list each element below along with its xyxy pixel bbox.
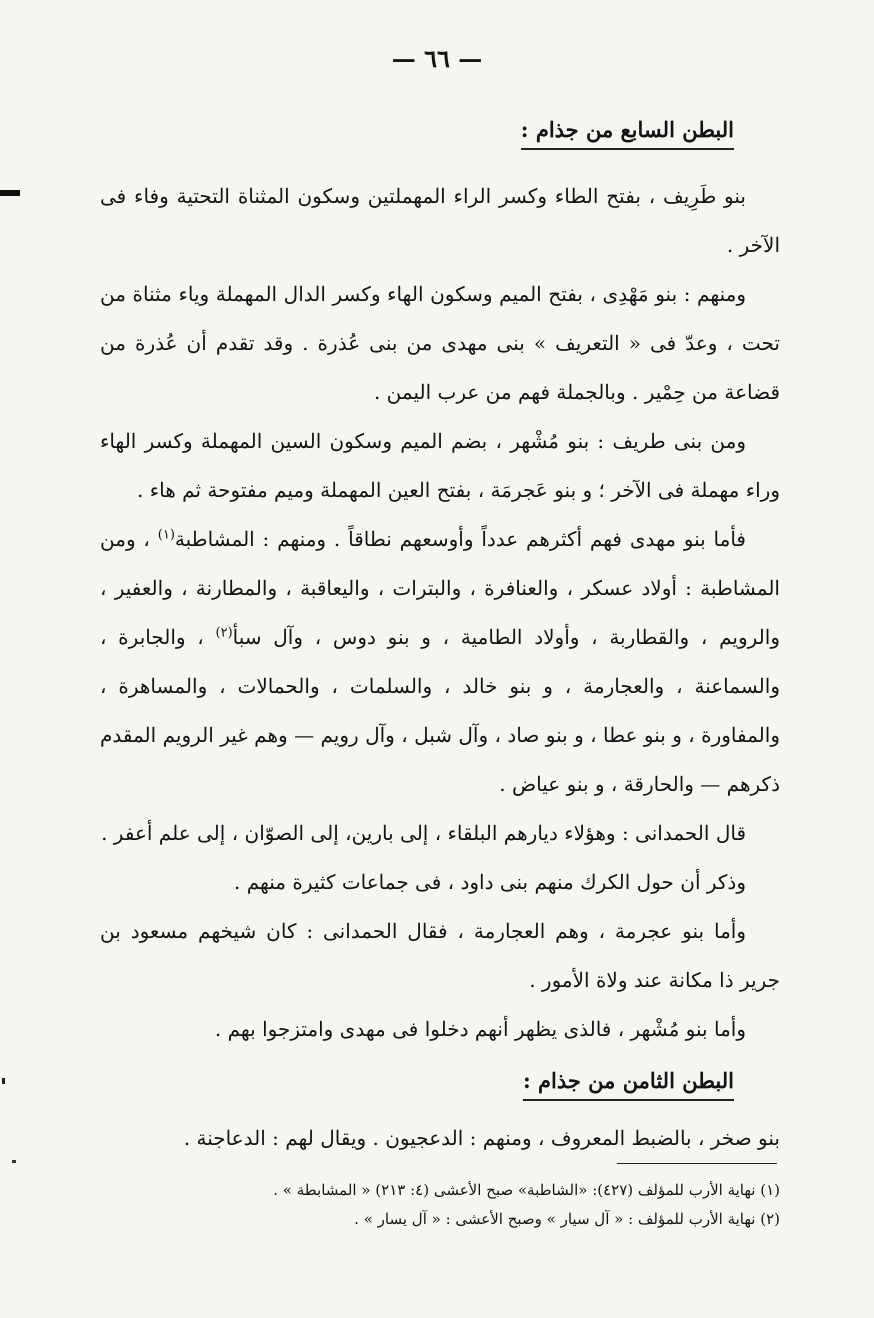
- section-body: [100, 172, 780, 1054]
- paragraph: وأما بنو مُشْهر ، فالذى يظهر أنهم دخلوا فى مهدى وامتزجوا بهم .: [214, 1017, 746, 1041]
- section-heading: البطن السابع من جذام :: [521, 117, 734, 150]
- page-number: — ٦٦ —: [391, 44, 483, 73]
- paragraph: [100, 515, 780, 809]
- paragraph-text: ، والجابرة ، والسماعنة ، والعجارمة ، و بنو خالد ، والسلمات ، والحمالات ، والمساهرة ، والمفاورة ، و بنو عطا ، و بنو صاد ، وآل شبل ، وآل رويم — وهم غير الرويم المقدم ذكرهم — والحارقة ، و بنو عياض .: [100, 625, 780, 796]
- section-body: [100, 1114, 780, 1163]
- paragraph: بنو صخر ، بالضبط المعروف ، ومنهم : الدعجيون . ويقال لهم : الدعاجنة .: [183, 1126, 780, 1150]
- section-heading: البطن الثامن من جذام :: [523, 1068, 734, 1101]
- scan-speck: [2, 1078, 5, 1084]
- footnote-marker: (٢): [215, 625, 233, 641]
- paragraph-text: فأما بنو مهدى فهم أكثرهم عدداً وأوسعهم نطاقاً . ومنهم : المشاطبة: [174, 527, 746, 551]
- paragraph: ومنهم : بنو مَهْدِى ، بفتح الميم وسكون الهاء وكسر الدال المهملة وياء مثناة من تحت ، وعدّ فى « التعريف » بنى مهدى من بنى عُذرة . وقد تقدم أن عُذرة من قضاعة من حِمْير . وبالجملة فهم من عرب اليمن .: [100, 282, 780, 404]
- paragraph: ومن بنى طريف : بنو مُشْهر ، بضم الميم وسكون السين المهملة وكسر الهاء وراء مهملة فى الآخر ؛ و بنو عَجرمَة ، بفتح العين المهملة وميم مفتوحة ثم هاء .: [100, 429, 780, 502]
- scan-edge-mark: [0, 190, 20, 196]
- paragraph: وأما بنو عجرمة ، وهم العجارمة ، فقال الحمدانى : كان شيخهم مسعود بن جرير ذا مكانة عند ولاة الأمور .: [100, 919, 780, 992]
- scan-speck: [12, 1160, 16, 1163]
- footnotes: [100, 1176, 780, 1234]
- paragraph: قال الحمدانى : وهؤلاء ديارهم البلقاء ، إلى بارين، إلى الصوّان ، إلى علم أعفر .: [101, 821, 746, 845]
- footnote: (٢) نهاية الأرب للمؤلف : « آل سيار » وصبح الأعشى : « آل يسار » .: [354, 1210, 780, 1228]
- footnote-marker: (١): [157, 527, 175, 543]
- footnote: (١) نهاية الأرب للمؤلف (٤٢٧): «الشاطبة» صبح الأعشى (٤: ٢١٣) « المشابطة » .: [273, 1181, 780, 1199]
- paragraph-text: ، ومن المشاطبة : أولاد عسكر ، والعنافرة ، والبترات ، واليعاقبة ، والمطارنة ، والعفير ، والرويم ، والقطاربة ، وأولاد الطامية ، و بنو دوس ، وآل سبأ: [100, 527, 780, 649]
- paragraph: بنو طَرِيف ، بفتح الطاء وكسر الراء المهملتين وسكون المثناة التحتية وفاء فى الآخر .: [100, 184, 780, 257]
- paragraph: وذكر أن حول الكرك منهم بنى داود ، فى جماعات كثيرة منهم .: [234, 870, 746, 894]
- footnote-divider: [617, 1163, 777, 1164]
